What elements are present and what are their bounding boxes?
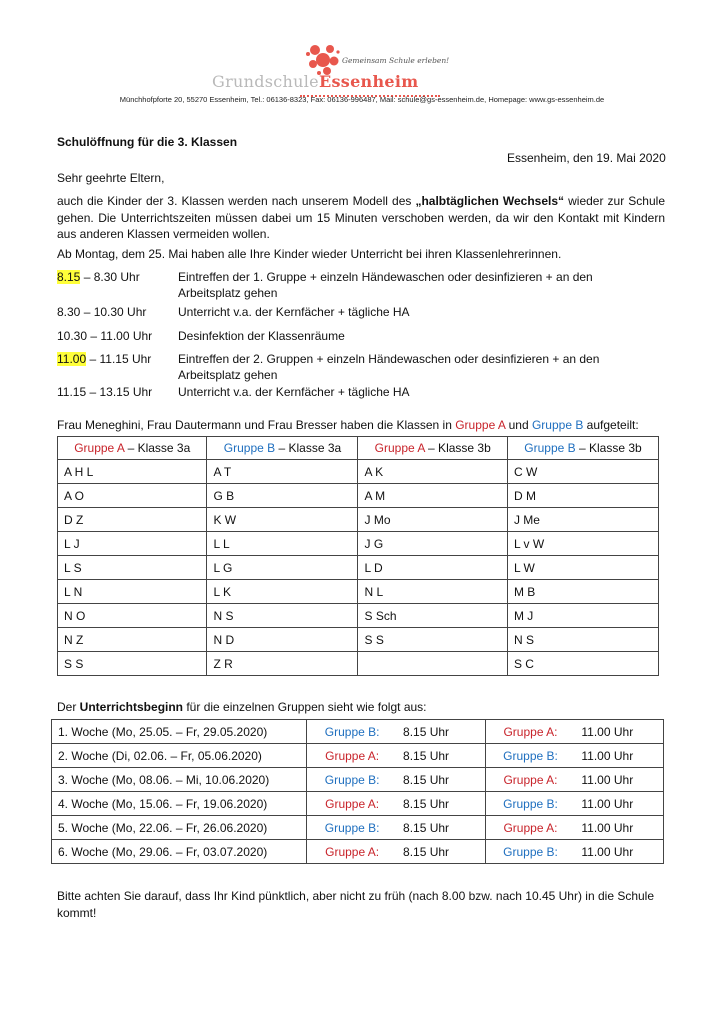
time-rest: 10.30 – 11.00 Uhr — [57, 329, 153, 343]
header-cell — [207, 437, 358, 460]
start-text-2: für die einzelnen Gruppen sieht wie folgt aus: — [183, 700, 427, 714]
first-group-label: Gruppe A: — [325, 844, 380, 859]
second-group-label: Gruppe B: — [503, 748, 558, 763]
first-group-label: Gruppe B: — [324, 724, 380, 739]
first-group — [307, 792, 397, 816]
table-row — [52, 816, 664, 840]
table-cell: L L — [207, 532, 358, 556]
second-group — [485, 768, 575, 792]
week-label: 3. Woche (Mo, 08.06. – Mi, 10.06.2020) — [52, 768, 307, 792]
table-row — [58, 628, 659, 652]
time-rest: 8.30 – 10.30 Uhr — [57, 305, 147, 319]
table-cell: C W — [507, 460, 658, 484]
first-group-label: Gruppe B: — [324, 820, 380, 835]
table-row — [52, 840, 664, 864]
schedule-time — [57, 270, 177, 286]
second-group — [485, 792, 575, 816]
table-row — [58, 508, 659, 532]
schedule-description: Desinfektion der Klassenräume — [178, 329, 345, 343]
table-cell: A K — [358, 460, 507, 484]
group-b-label: Gruppe B — [531, 418, 584, 432]
table-cell: D M — [507, 484, 658, 508]
table-cell: N O — [58, 604, 207, 628]
schedule-description: Eintreffen der 2. Gruppen + einzeln Händewaschen oder desinfizieren + an den Arbeitsplatz gehen — [178, 352, 600, 382]
school-address: Münchhofpforte 20, 55270 Essenheim, Tel.: 06136-8323, Fax: 06136-996487, Mail: schule@gs-essenheim.de, Homepage: www.gs-essenheim.de — [119, 95, 605, 104]
first-group — [307, 720, 397, 744]
table-cell: L S — [58, 556, 207, 580]
second-time: 11.00 Uhr — [575, 744, 663, 768]
table-row — [58, 604, 659, 628]
intro-text-2: wieder zur Schule gehen. Die Unterrichtszeiten müssen dabei um 15 Minuten verschoben werden, da wir den Kontakt mit Kindern aus anderen Klassen vermeiden wollen. — [57, 194, 665, 241]
teachers-text-1: Frau Meneghini, Frau Dautermann und Frau Bresser haben die Klassen in — [57, 418, 456, 432]
table-cell: A O — [58, 484, 207, 508]
table-cell: N D — [207, 628, 358, 652]
table-row — [58, 460, 659, 484]
first-group-label: Gruppe A: — [325, 796, 380, 811]
header-group: Gruppe A — [374, 441, 425, 455]
table-cell: S Sch — [358, 604, 507, 628]
table-cell: Z R — [207, 652, 358, 676]
groups-table — [57, 436, 659, 676]
school-name-part2: Essenheim — [318, 72, 419, 91]
table-cell: L D — [358, 556, 507, 580]
table-cell: L v W — [507, 532, 658, 556]
table-cell: D Z — [58, 508, 207, 532]
second-time: 11.00 Uhr — [575, 792, 663, 816]
table-cell: J Me — [507, 508, 658, 532]
time-rest: – 8.30 Uhr — [80, 270, 140, 284]
table-row — [52, 792, 664, 816]
table-cell: L G — [207, 556, 358, 580]
table-cell: M J — [507, 604, 658, 628]
table-cell: S C — [507, 652, 658, 676]
header-class: – Klasse 3a — [275, 441, 342, 455]
header-group: Gruppe B — [223, 441, 276, 455]
first-time: 8.15 Uhr — [397, 816, 485, 840]
group-a-label: Gruppe A — [455, 418, 506, 432]
table-row — [58, 652, 659, 676]
table-cell: L W — [507, 556, 658, 580]
table-cell: N Z — [58, 628, 207, 652]
table-cell: G B — [207, 484, 358, 508]
second-group-label: Gruppe A: — [503, 772, 558, 787]
weeks-table — [51, 719, 664, 864]
table-cell: A H L — [58, 460, 207, 484]
first-group — [307, 768, 397, 792]
header-class: – Klasse 3a — [124, 441, 191, 455]
time-rest: – 11.15 Uhr — [86, 352, 152, 366]
table-cell: L N — [58, 580, 207, 604]
closing-paragraph: Bitte achten Sie darauf, dass Ihr Kind pünktlich, aber nicht zu früh (nach 8.00 bzw. nach 10.45 Uhr) in die Schule kommt! — [57, 889, 655, 920]
second-group — [485, 840, 575, 864]
first-group — [307, 744, 397, 768]
schedule-description: Unterricht v.a. der Kernfächer + tägliche HA — [178, 305, 410, 319]
intro-bold: „halbtäglichen Wechsels“ — [415, 194, 565, 208]
table-cell: A M — [358, 484, 507, 508]
table-cell: N L — [358, 580, 507, 604]
table-cell: M B — [507, 580, 658, 604]
header-cell — [358, 437, 507, 460]
first-time: 8.15 Uhr — [397, 720, 485, 744]
first-group — [307, 816, 397, 840]
week-label: 5. Woche (Mo, 22.06. – Fr, 26.06.2020) — [52, 816, 307, 840]
first-time: 8.15 Uhr — [397, 840, 485, 864]
table-row — [52, 768, 664, 792]
second-group — [485, 744, 575, 768]
first-time: 8.15 Uhr — [397, 744, 485, 768]
school-name — [212, 72, 419, 91]
intro-text-1: auch die Kinder der 3. Klassen werden nach unserem Modell des — [57, 194, 416, 208]
table-cell: A T — [207, 460, 358, 484]
header-cell — [58, 437, 207, 460]
monday-note: Ab Montag, dem 25. Mai haben alle Ihre Kinder wieder Unterricht bei ihren Klassenlehrerinnen. — [57, 247, 562, 261]
schedule-time — [57, 352, 177, 368]
first-time: 8.15 Uhr — [397, 792, 485, 816]
second-group-label: Gruppe B: — [503, 844, 558, 859]
header-class: – Klasse 3b — [575, 441, 642, 455]
letterhead — [0, 30, 724, 105]
second-group-label: Gruppe A: — [503, 724, 558, 739]
teachers-and: und — [505, 418, 532, 432]
week-label: 2. Woche (Di, 02.06. – Fr, 05.06.2020) — [52, 744, 307, 768]
header-cell — [507, 437, 658, 460]
start-text-1: Der — [57, 700, 80, 714]
schedule-time — [57, 385, 177, 401]
second-time: 11.00 Uhr — [575, 840, 663, 864]
teachers-sentence — [57, 417, 665, 434]
first-group-label: Gruppe A: — [325, 748, 380, 763]
schedule-description: Eintreffen der 1. Gruppe + einzeln Händewaschen oder desinfizieren + an den Arbeitsplatz gehen — [178, 270, 593, 300]
intro-paragraph — [57, 193, 665, 243]
week-label: 4. Woche (Mo, 15.06. – Fr, 19.06.2020) — [52, 792, 307, 816]
second-time: 11.00 Uhr — [575, 816, 663, 840]
table-cell: L K — [207, 580, 358, 604]
teachers-text-2: aufgeteilt: — [583, 418, 639, 432]
second-group-label: Gruppe A: — [503, 820, 558, 835]
school-name-part1: Grundschule — [212, 72, 319, 91]
table-cell: S S — [58, 652, 207, 676]
school-tagline: Gemeinsam Schule erleben! — [342, 56, 450, 65]
table-cell — [358, 652, 507, 676]
table-cell: N S — [207, 604, 358, 628]
first-group — [307, 840, 397, 864]
second-group — [485, 720, 575, 744]
week-label: 6. Woche (Mo, 29.06. – Fr, 03.07.2020) — [52, 840, 307, 864]
letter-subject: Schulöffnung für die 3. Klassen — [57, 135, 238, 149]
table-row — [58, 556, 659, 580]
second-time: 11.00 Uhr — [575, 720, 663, 744]
table-cell: J Mo — [358, 508, 507, 532]
table-row — [58, 484, 659, 508]
second-group-label: Gruppe B: — [503, 796, 558, 811]
table-cell: J G — [358, 532, 507, 556]
table-cell: S S — [358, 628, 507, 652]
time-rest: 11.15 – 13.15 Uhr — [57, 385, 153, 399]
first-group-label: Gruppe B: — [324, 772, 380, 787]
groups-table-header — [58, 437, 659, 460]
table-cell: N S — [507, 628, 658, 652]
table-row — [58, 532, 659, 556]
salutation: Sehr geehrte Eltern, — [57, 171, 165, 185]
schedule-time — [57, 329, 177, 345]
second-time: 11.00 Uhr — [575, 768, 663, 792]
time-highlight: 8.15 — [57, 270, 81, 284]
time-highlight: 11.00 — [57, 352, 87, 366]
letter-date: Essenheim, den 19. Mai 2020 — [507, 151, 666, 165]
table-cell: L J — [58, 532, 207, 556]
header-group: Gruppe A — [74, 441, 125, 455]
second-group — [485, 816, 575, 840]
header-group: Gruppe B — [524, 441, 576, 455]
header-class: – Klasse 3b — [424, 441, 491, 455]
start-sentence — [57, 699, 665, 716]
start-bold: Unterrichtsbeginn — [79, 700, 184, 714]
table-row — [52, 720, 664, 744]
first-time: 8.15 Uhr — [397, 768, 485, 792]
table-row — [58, 580, 659, 604]
table-row — [52, 744, 664, 768]
schedule-description: Unterricht v.a. der Kernfächer + tägliche HA — [178, 385, 410, 399]
schedule-time — [57, 305, 177, 321]
table-cell: K W — [207, 508, 358, 532]
week-label: 1. Woche (Mo, 25.05. – Fr, 29.05.2020) — [52, 720, 307, 744]
